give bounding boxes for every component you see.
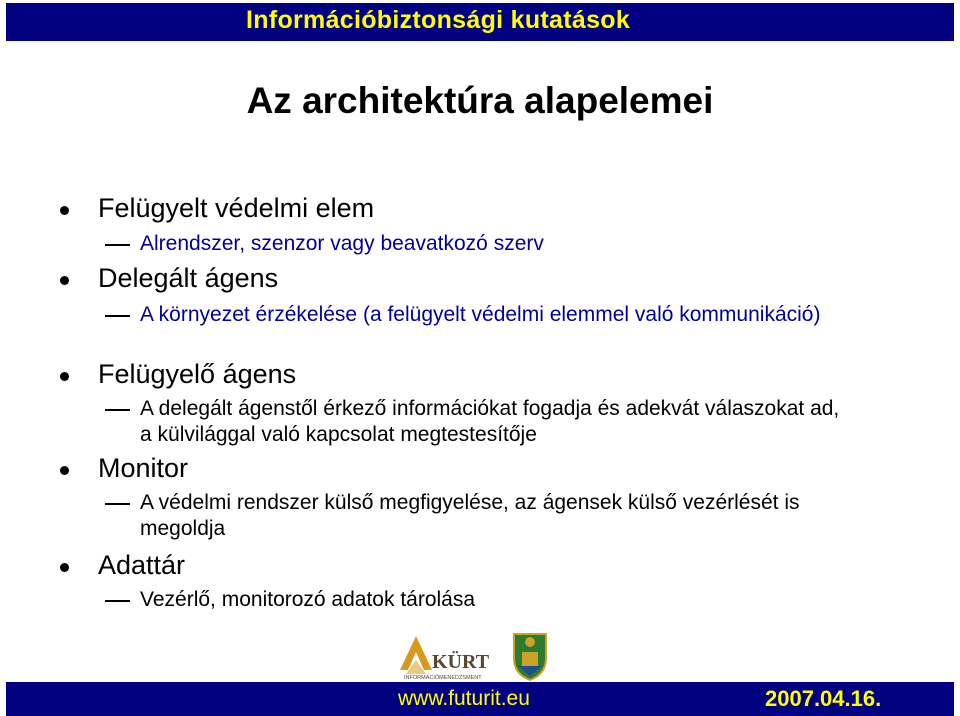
bullet-icon (60, 276, 69, 285)
header-title: Információbiztonsági kutatások (246, 6, 631, 34)
logo-area (396, 630, 556, 687)
dash-icon (105, 409, 130, 411)
footer-date: 2007.04.16. (765, 686, 882, 711)
bullet-item: Felügyelt védelmi elem (98, 193, 375, 223)
slide-title: Az architektúra alapelemei (246, 80, 714, 121)
bullet-item: Monitor (98, 453, 189, 483)
dash-icon (105, 503, 130, 505)
bullet-icon (60, 372, 69, 381)
dash-icon (105, 244, 130, 246)
bullet-icon (60, 466, 69, 475)
bullet-item: Adattár (98, 550, 186, 580)
sub-item: A védelmi rendszer külső megfigyelése, az ágensek külső vezérlését is megoldja (140, 491, 800, 540)
dash-icon (105, 315, 130, 317)
footer-url: www.futurit.eu (398, 687, 530, 710)
sub-item: A delegált ágenstől érkező információkat fogadja és adekvát válaszokat ad, a külvilággal való kapcsolat megtestesítője (140, 397, 840, 446)
bullet-item: Felügyelő ágens (98, 359, 297, 389)
bullet-item: Delegált ágens (98, 263, 279, 293)
sub-item: Alrendszer, szenzor vagy beavatkozó szerv (140, 232, 544, 255)
kurt-logo (396, 630, 556, 682)
sub-item: A környezet érzékelése (a felügyelt védelmi elemmel való kommunikáció) (140, 303, 821, 326)
header-bar (6, 3, 954, 41)
sub-item: Vezérlő, monitorozó adatok tárolása (140, 588, 476, 611)
bullet-icon (60, 563, 69, 572)
bullet-icon (60, 206, 69, 215)
footer-bar (6, 682, 954, 716)
kurt-logo-text: KÜRT (432, 651, 490, 673)
kurt-logo-tagline: INFORMÁCIÓMENEDZSMENT (404, 675, 482, 681)
dash-icon (105, 600, 130, 602)
